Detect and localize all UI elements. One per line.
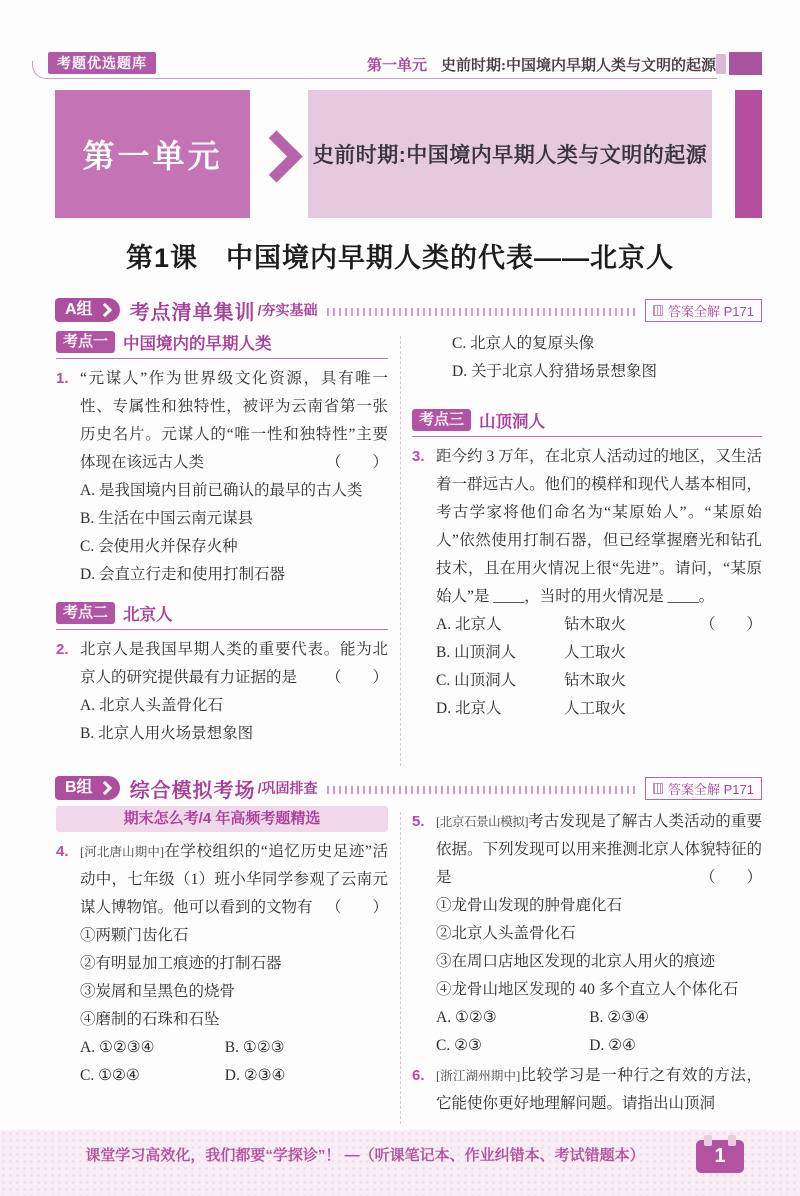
question-2-body [80, 636, 388, 748]
answer-blank-paren: （ ） [325, 454, 388, 471]
header-deco-square-light [716, 54, 726, 74]
question-2-options-cd [428, 330, 762, 386]
question-5-items [436, 892, 762, 1004]
answer-book-icon [653, 783, 663, 794]
item-3: ③在周口店地区发现的北京人用火的痕迹 [436, 953, 716, 970]
question-5-stem: 考古发现是了解古人类活动的重要依据。下列发现可以用来推测北京人体貌特征的是 [436, 813, 762, 886]
option-c [436, 667, 762, 695]
question-4-items [80, 922, 388, 1034]
answer-book-icon [653, 305, 663, 316]
item-2: ②北京人头盖骨化石 [436, 925, 576, 942]
section-b-right-column [412, 806, 762, 1118]
option-d: D. ②③④ [224, 1067, 286, 1084]
exam-frequency-banner: 期末怎么考/4 年高频考题精选 [56, 806, 388, 832]
question-5-number: 5. [412, 813, 425, 830]
question-3-number: 3. [412, 448, 425, 465]
footer-slogan: 课堂学习高效化，我们都要“学探诊”！ —（听课笔记本、作业纠错本、考试错题本） [85, 1147, 645, 1164]
option-a-label: A. 北京人 [436, 616, 502, 633]
group-a-badge-label: A组 [65, 301, 93, 318]
question-2-stem: 北京人是我国早期人类的重要代表。能为北京人的研究提供最有力证据的是 [80, 641, 388, 686]
header-deco-square-dark [729, 52, 762, 75]
calendar-tab-icon [728, 1135, 736, 1146]
answer-reference [645, 777, 762, 800]
banner-deco-stripe [735, 90, 762, 218]
dotted-leader [327, 308, 637, 316]
column-divider [400, 812, 401, 1124]
section-b-subtitle: /巩固排查 [257, 780, 318, 796]
option-b: B. 北京人用火场景想象图 [80, 725, 254, 742]
dotted-leader [327, 786, 637, 794]
question-3-body [436, 443, 762, 723]
question-1-options [80, 477, 388, 589]
question-4 [56, 838, 388, 1090]
topic-3-title: 山顶洞人 [479, 413, 546, 431]
question-6-source: [浙江湖州期中] [436, 1069, 520, 1083]
item-1: ①龙骨山发现的肿骨鹿化石 [436, 897, 623, 914]
item-4: ④龙骨山地区发现的 40 多个直立人个体化石 [436, 981, 739, 998]
option-b-value: 人工取火 [564, 644, 627, 661]
answer-reference-label: 答案全解 P171 [668, 303, 754, 319]
topic-2-tag: 考点二 [56, 602, 115, 624]
answer-blank-paren: （ ） [699, 869, 762, 886]
question-6 [412, 1062, 762, 1118]
question-4-options [80, 1034, 388, 1090]
section-b-title: 综合模拟考场 [129, 779, 256, 802]
running-unit-label: 第一单元 [366, 58, 427, 74]
question-2-continuation [412, 330, 762, 386]
section-a-title: 考点清单集训 [129, 301, 256, 324]
unit-banner-title: 史前时期:中国境内早期人类与文明的起源 [308, 90, 712, 218]
section-a-right-column [412, 330, 762, 723]
running-unit-title: 史前时期:中国境内早期人类与文明的起源 [441, 58, 716, 74]
topic-1-title: 中国境内的早期人类 [123, 335, 272, 353]
answer-reference-label: 答案全解 P171 [668, 781, 754, 797]
option-c-label: C. 山顶洞人 [436, 672, 517, 689]
option-a-value: 钻木取火 [564, 616, 627, 633]
option-b: B. 生活在中国云南元谋县 [80, 510, 254, 527]
option-d: D. 关于北京人狩猎场景想象图 [452, 363, 657, 380]
item-4: ④磨制的石珠和石坠 [80, 1011, 220, 1028]
question-1-body [80, 365, 388, 589]
group-a-badge [55, 298, 120, 322]
option-a: A. 北京人头盖骨化石 [80, 697, 223, 714]
option-b [436, 639, 762, 667]
option-b: B. ①②③ [224, 1039, 285, 1056]
section-b-left-column [56, 806, 388, 1090]
page-number: 1 [714, 1145, 726, 1167]
question-6-body [436, 1062, 762, 1118]
group-b-badge [55, 776, 120, 800]
chevron-right-icon [97, 303, 111, 317]
chevron-right-icon [250, 130, 302, 182]
option-a: A. ①②③④ [80, 1039, 155, 1056]
option-a [436, 611, 700, 639]
item-1: ①两颗门齿化石 [80, 927, 189, 944]
topic-1-row [56, 330, 388, 359]
topic-2-title: 北京人 [123, 606, 173, 624]
answer-reference [645, 299, 762, 322]
question-4-number: 4. [56, 843, 69, 860]
option-a: A. 是我国境内目前已确认的最早的古人类 [80, 482, 363, 499]
topic-1-tag: 考点一 [56, 331, 115, 353]
question-6-number: 6. [412, 1067, 425, 1084]
question-1 [56, 365, 388, 589]
page-number-badge [696, 1140, 744, 1173]
section-a-subtitle: /夯实基础 [257, 302, 318, 318]
question-2-number: 2. [56, 641, 69, 658]
topic-3-row [412, 408, 762, 437]
option-d-value: 人工取火 [564, 700, 627, 717]
question-5 [412, 808, 762, 1060]
question-1-number: 1. [56, 370, 69, 387]
topic-2-row [56, 601, 388, 630]
answer-blank-paren: （ ） [325, 669, 388, 686]
option-d-label: D. 北京人 [436, 700, 502, 717]
option-c-value: 钻木取火 [564, 672, 627, 689]
section-a-header [55, 296, 762, 324]
option-a: A. ①②③ [436, 1009, 497, 1026]
option-d [436, 695, 762, 723]
item-2: ②有明显加工痕迹的打制石器 [80, 955, 282, 972]
question-4-source: [河北唐山期中] [80, 845, 164, 859]
option-c: C. ②③ [436, 1037, 482, 1054]
option-c: C. 北京人的复原头像 [452, 335, 595, 352]
question-6-stem: 比较学习是一种行之有效的方法，它能使你更好地理解问题。请指出山顶洞 [436, 1067, 762, 1112]
unit-banner-label: 第一单元 [55, 90, 250, 218]
group-b-badge-label: B组 [65, 779, 93, 796]
option-c: C. ①②④ [80, 1067, 140, 1084]
answer-blank-paren: （ ） [325, 899, 388, 916]
option-b: B. ②③④ [589, 1009, 649, 1026]
item-3: ③炭屑和呈黑色的烧骨 [80, 983, 236, 1000]
question-2-options-ab [80, 692, 388, 748]
option-d: D. 会直立行走和使用打制石器 [80, 566, 285, 583]
section-a-left-column [56, 330, 388, 748]
column-divider [400, 336, 401, 766]
option-c: C. 会使用火并保存火种 [80, 538, 238, 555]
topic-3-tag: 考点三 [412, 409, 471, 431]
question-5-body [436, 808, 762, 1060]
option-b-label: B. 山顶洞人 [436, 644, 517, 661]
page-footer [0, 1130, 800, 1196]
question-4-body [80, 838, 388, 1090]
question-3-stem: 距今约 3 万年，在北京人活动过的地区，又生活着一群远古人。他们的模样和现代人基本相同，考古学家将他们命名为“某原始人”。“某原始人”依然使用打制石器，但已经掌握磨光和钻孔技术，且在用火情况上很“先进”。请问，“某原始人”是 ____，当时的用火情况是 ____。 [436, 448, 762, 605]
chevron-right-icon [97, 781, 111, 795]
lesson-title: 第1课 中国境内早期人类的代表——北京人 [125, 243, 674, 273]
answer-blank-paren: （ ） [699, 616, 762, 633]
question-3 [412, 443, 762, 723]
question-5-options [436, 1004, 762, 1060]
calendar-tab-icon [704, 1135, 712, 1146]
section-b-header [55, 774, 762, 802]
question-1-stem: “元谋人”作为世界级文化资源，具有唯一性、专属性和独特性，被评为云南省第一张历史名片。元谋人的“唯一性和独特性”主要体现在该远古人类 [80, 370, 388, 471]
option-d: D. ②④ [589, 1037, 636, 1054]
running-header [367, 55, 716, 77]
question-4-stem: 在学校组织的“追忆历史足迹”活动中，七年级（1）班小华同学参观了云南元谋人博物馆。他可以看到的文物有 [80, 843, 388, 916]
series-badge: 考题优选题库 [48, 52, 156, 74]
question-2 [56, 636, 388, 748]
question-5-source: [北京石景山模拟] [436, 815, 529, 829]
